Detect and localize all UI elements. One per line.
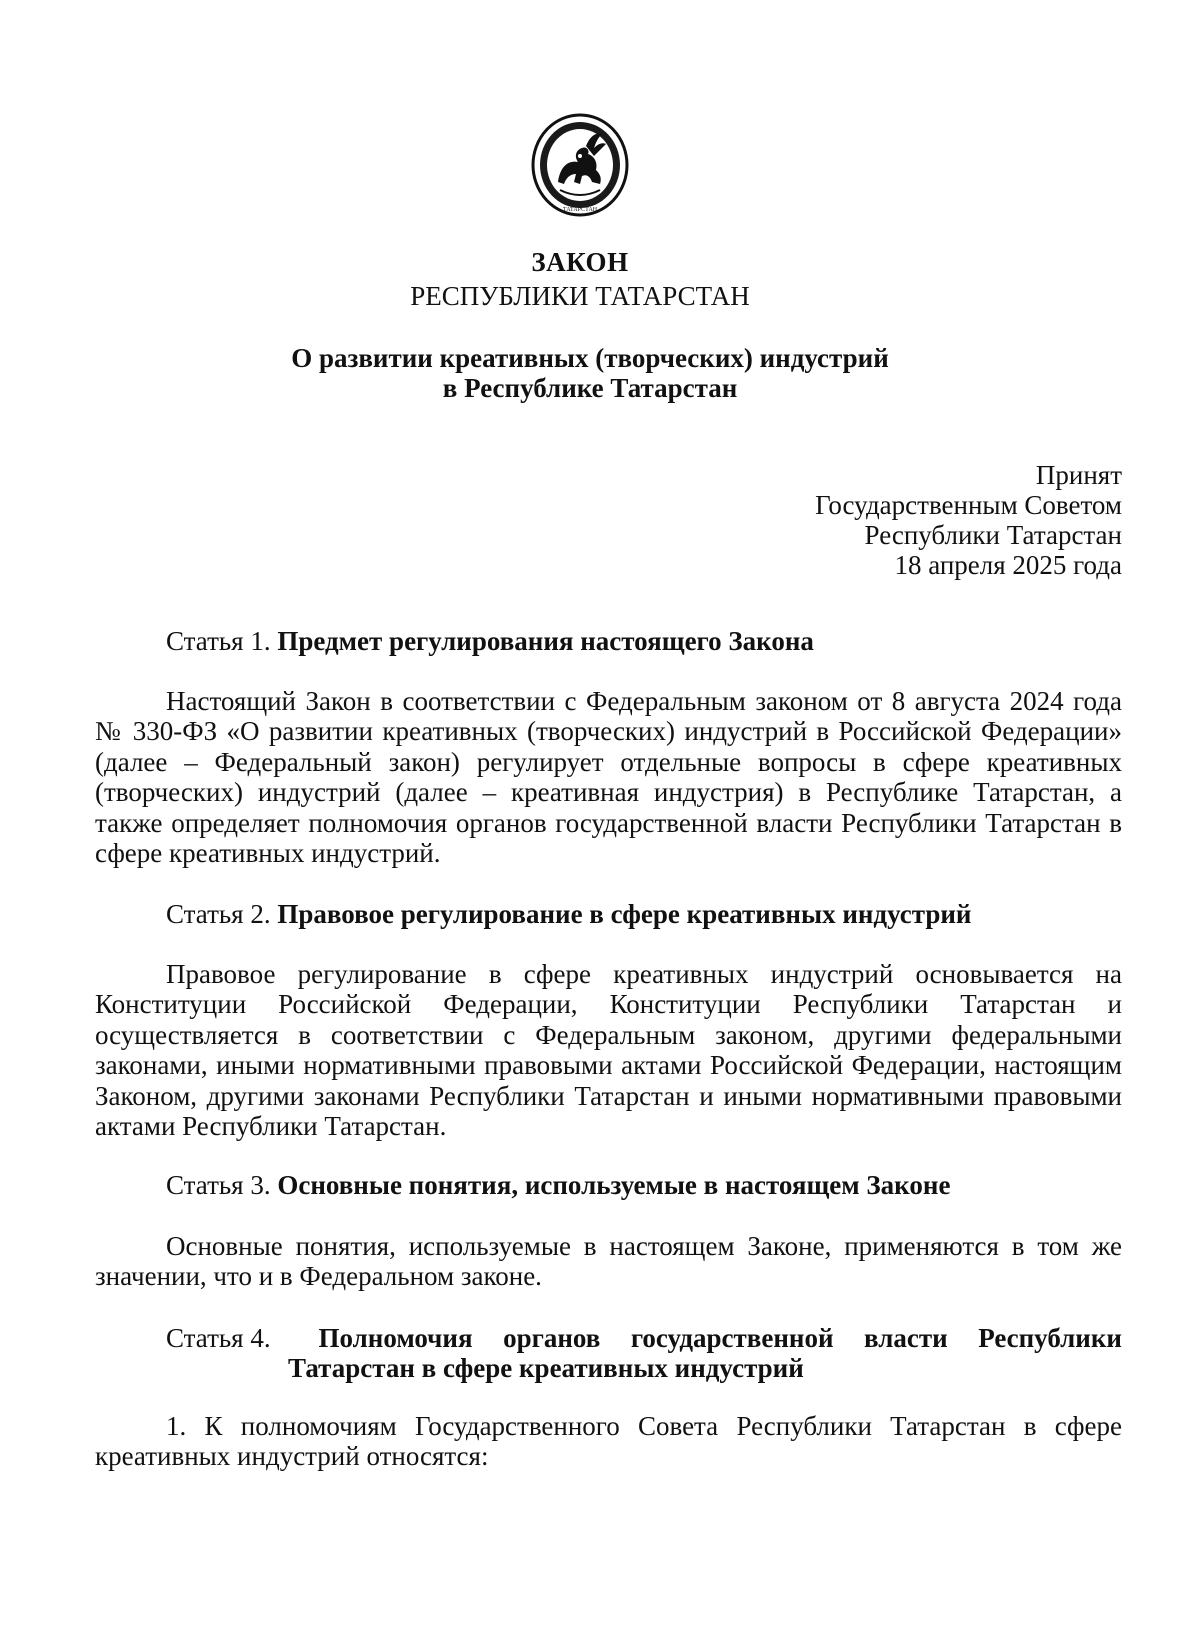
law-title: ЗАКОН <box>531 247 629 277</box>
article-4-text: 1. К полномочиям Государственного Совета Республики Татарстан в сфере креативных индустрий относятся: <box>95 1411 1122 1472</box>
law-subject-line1: О развитии креативных (творческих) индустрий <box>291 343 889 373</box>
article-4-title-word: государственной <box>630 1323 834 1353</box>
article-4-title-line2: Татарстан в сфере креативных индустрий <box>288 1353 804 1383</box>
republic-title: РЕСПУБЛИКИ ТАТАРСТАН <box>410 281 750 311</box>
article-1-title: Предмет регулирования настоящего Закона <box>277 626 814 656</box>
article-2-title: Правовое регулирование в сфере креативных индустрий <box>277 899 972 929</box>
adoption-line3: Республики Татарстан <box>864 520 1122 550</box>
article-2-label: Статья 2. <box>166 899 271 929</box>
svg-text:ТАТАРСТАН: ТАТАРСТАН <box>562 207 598 213</box>
adoption-date: 18 апреля 2025 года <box>894 550 1122 580</box>
coat-of-arms-icon <box>530 112 630 218</box>
article-4-label: Статья 4. <box>166 1323 271 1353</box>
adoption-note <box>815 460 1122 580</box>
adoption-line2: Государственным Советом <box>815 490 1122 520</box>
article-1-label: Статья 1. <box>166 626 271 656</box>
article-1-heading <box>166 626 814 656</box>
article-3-title: Основные понятия, используемые в настоящем Законе <box>277 1170 951 1200</box>
article-4-title-word: Республики <box>978 1323 1122 1353</box>
law-subject-line2: в Республике Татарстан <box>442 373 738 403</box>
article-4-title-word: органов <box>503 1323 601 1353</box>
title-block <box>0 245 1160 313</box>
article-4-heading <box>166 1323 1122 1383</box>
article-4-title-word: Полномочия <box>318 1323 473 1353</box>
article-2-heading <box>166 899 971 929</box>
article-2-text: Правовое регулирование в сфере креативных индустрий основывается на Конституции Российской Федерации, Конституции Республики Татарстан и осуществляется в соответствии с Федеральным законом, другими федеральными законами, иными нормативными правовыми актами Российской Федерации, настоящим Законом, другими законами Республики Татарстан и иными нормативными правовыми актами Республики Татарстан. <box>95 959 1122 1142</box>
article-3-heading <box>166 1170 950 1200</box>
article-4-title-word: власти <box>864 1323 948 1353</box>
article-3-label: Статья 3. <box>166 1170 271 1200</box>
article-1-text: Настоящий Закон в соответствии с Федеральным законом от 8 августа 2024 года № 330-ФЗ «О развитии креативных (творческих) индустрий в Российской Федерации» (далее – Федеральный закон) регулирует отдельные вопросы в сфере креативных (творческих) индустрий (далее – креативная индустрия) в Республике Татарстан, а также определяет полномочия органов государственной власти Республики Татарстан в сфере креативных индустрий. <box>95 686 1122 869</box>
adoption-line1: Принят <box>1035 460 1122 490</box>
article-3-text: Основные понятия, используемые в настоящем Законе, применяются в том же значении, что и в Федеральном законе. <box>95 1231 1122 1292</box>
law-subject <box>0 343 1180 403</box>
